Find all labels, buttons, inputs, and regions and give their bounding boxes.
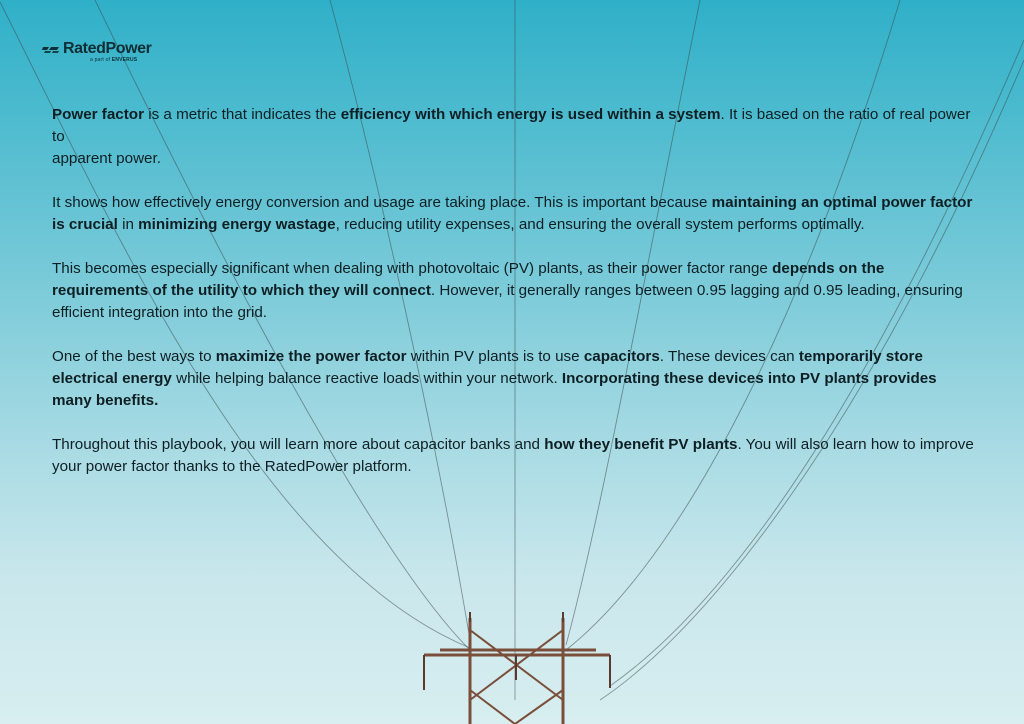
text-run: in [117,216,139,233]
bold-text-run: capacitors [583,348,660,365]
paragraph-power-factor-importance [52,192,977,236]
text-run: Throughout this playbook, you will learn more about capacitor banks and [52,436,545,453]
text-run: apparent power. [52,150,161,167]
brand-tagline-prefix: a part of [90,57,111,63]
bold-text-run: maximize the power factor [215,348,407,365]
text-run: . However, it generally ranges between 0.95 lagging and 0.95 leading, ensuring efficient integration into the grid. [52,282,963,321]
paragraph-capacitors [52,346,977,412]
bold-text-run: maintaining an optimal power factor is crucial [52,194,973,233]
brand-tagline-company: ENVERUS [111,57,138,63]
bold-text-run: depends on the requirements of the utility to which they will connect [52,260,885,299]
text-run: . These devices can [659,348,799,365]
text-run: One of the best ways to [52,348,216,365]
ratedpower-logo-icon [42,43,60,55]
ratedpower-logo [42,40,151,63]
text-run: It shows how effectively energy conversion and usage are taking place. This is important because [52,194,712,211]
text-run: . You will also learn how to improve your power factor thanks to the RatedPower platform. [52,436,974,475]
bold-text-run: Power factor [52,106,144,123]
bold-text-run: efficiency with which energy is used within a system [340,106,721,123]
brand-tagline [90,57,137,63]
paragraph-pv-plants [52,258,977,324]
paragraph-playbook-intro [52,434,977,478]
bold-text-run: minimizing energy wastage [138,216,336,233]
text-run: while helping balance reactive loads within your network. [171,370,562,387]
bold-text-run: Incorporating these devices into PV plants provides many benefits. [52,370,937,409]
text-run: , reducing utility expenses, and ensuring the overall system performs optimally. [335,216,865,233]
body-text [52,104,977,500]
text-run: This becomes especially significant when dealing with photovoltaic (PV) plants, as their power factor range [52,260,773,277]
paragraph-power-factor-definition [52,104,977,170]
text-run: . It is based on the ratio of real power to [52,106,971,145]
bold-text-run: temporarily store electrical energy [52,348,923,387]
bold-text-run: how they benefit PV plants [544,436,738,453]
text-run: is a metric that indicates the [144,106,341,123]
text-run: within PV plants is to use [406,348,584,365]
brand-name: RatedPower [63,40,152,57]
